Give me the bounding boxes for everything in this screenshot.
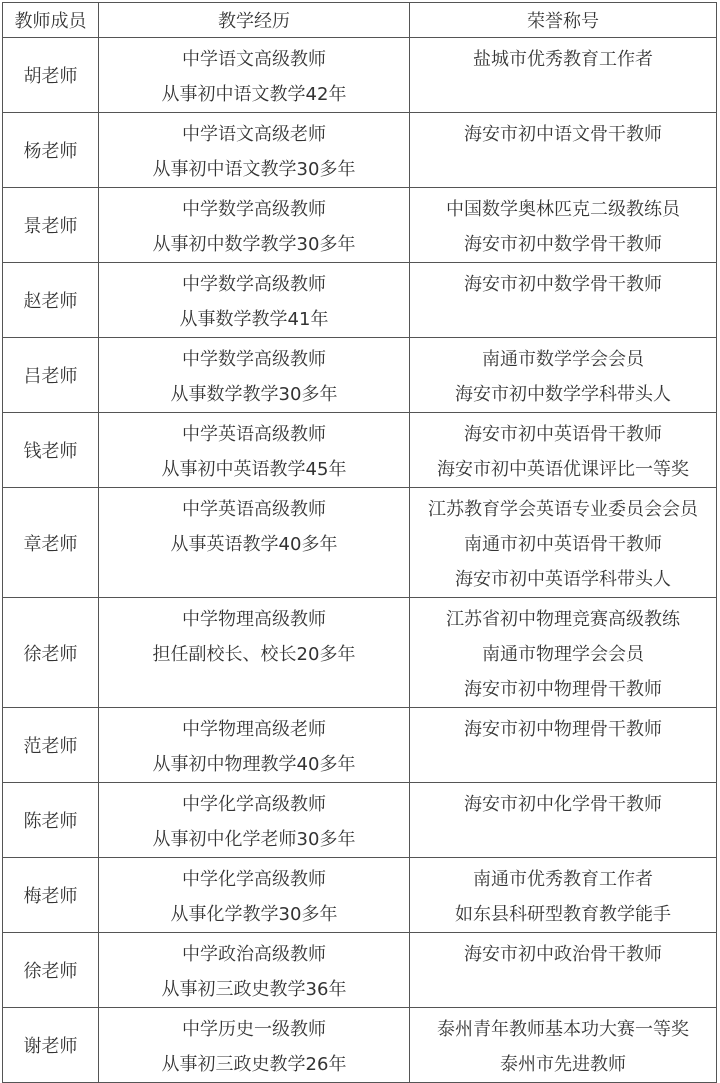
teacher-name: 景老师 bbox=[3, 188, 99, 263]
experience-cell bbox=[99, 933, 410, 1008]
header-row bbox=[3, 3, 717, 38]
table-row bbox=[3, 858, 717, 933]
honor-line: 海安市初中英语学科带头人 bbox=[455, 569, 671, 590]
experience-line: 从事初中物理教学40多年 bbox=[152, 754, 356, 775]
experience-line: 中学化学高级教师 bbox=[182, 869, 326, 890]
experience-line: 中学英语高级教师 bbox=[182, 424, 326, 445]
header-member: 教师成员 bbox=[3, 3, 99, 38]
experience-cell bbox=[99, 598, 410, 708]
teacher-name: 吕老师 bbox=[3, 338, 99, 413]
teacher-name: 徐老师 bbox=[3, 933, 99, 1008]
experience-line: 从事英语教学40多年 bbox=[170, 534, 338, 555]
teacher-name: 杨老师 bbox=[3, 113, 99, 188]
honor-line: 海安市初中英语骨干教师 bbox=[464, 424, 662, 445]
experience-cell bbox=[99, 783, 410, 858]
honor-line: 海安市初中化学骨干教师 bbox=[464, 794, 662, 815]
table-row bbox=[3, 708, 717, 783]
experience-line: 中学数学高级教师 bbox=[182, 274, 326, 295]
experience-line: 中学物理高级老师 bbox=[182, 719, 326, 740]
experience-line: 从事初三政史教学26年 bbox=[161, 1054, 347, 1075]
honor-line: 泰州青年教师基本功大赛一等奖 bbox=[437, 1019, 689, 1040]
honors-cell bbox=[410, 38, 717, 113]
experience-line: 从事化学教学30多年 bbox=[170, 904, 338, 925]
header-experience: 教学经历 bbox=[99, 3, 410, 38]
table-row bbox=[3, 113, 717, 188]
experience-cell bbox=[99, 1008, 410, 1083]
experience-line: 中学历史一级教师 bbox=[182, 1019, 326, 1040]
experience-line: 从事初中数学教学30多年 bbox=[152, 234, 356, 255]
experience-cell bbox=[99, 38, 410, 113]
honor-line: 南通市物理学会会员 bbox=[482, 644, 644, 665]
experience-cell bbox=[99, 488, 410, 598]
experience-line: 从事初中语文教学30多年 bbox=[152, 159, 356, 180]
honor-line: 海安市初中物理骨干教师 bbox=[464, 679, 662, 700]
experience-cell bbox=[99, 113, 410, 188]
honor-line: 盐城市优秀教育工作者 bbox=[473, 49, 653, 70]
header-honors: 荣誉称号 bbox=[410, 3, 717, 38]
honors-cell bbox=[410, 188, 717, 263]
honor-line: 江苏教育学会英语专业委员会会员 bbox=[428, 499, 698, 520]
honor-line: 海安市初中物理骨干教师 bbox=[464, 719, 662, 740]
honors-cell bbox=[410, 338, 717, 413]
experience-cell bbox=[99, 188, 410, 263]
honor-line: 中国数学奥林匹克二级教练员 bbox=[446, 199, 680, 220]
experience-line: 中学化学高级教师 bbox=[182, 794, 326, 815]
honor-line: 海安市初中政治骨干教师 bbox=[464, 944, 662, 965]
teacher-table bbox=[2, 2, 717, 1083]
experience-line: 从事数学教学41年 bbox=[179, 309, 329, 330]
table-row bbox=[3, 263, 717, 338]
honor-line: 海安市初中数学骨干教师 bbox=[464, 234, 662, 255]
experience-line: 中学语文高级老师 bbox=[182, 124, 326, 145]
honors-cell bbox=[410, 598, 717, 708]
honors-cell bbox=[410, 263, 717, 338]
honors-cell bbox=[410, 858, 717, 933]
table-row bbox=[3, 338, 717, 413]
table-row bbox=[3, 488, 717, 598]
experience-cell bbox=[99, 263, 410, 338]
honor-line: 海安市初中数学学科带头人 bbox=[455, 384, 671, 405]
teacher-name: 赵老师 bbox=[3, 263, 99, 338]
teacher-name: 钱老师 bbox=[3, 413, 99, 488]
experience-line: 中学政治高级教师 bbox=[182, 944, 326, 965]
experience-line: 从事数学教学30多年 bbox=[170, 384, 338, 405]
honor-line: 南通市数学学会会员 bbox=[482, 349, 644, 370]
honors-cell bbox=[410, 783, 717, 858]
teacher-name: 徐老师 bbox=[3, 598, 99, 708]
experience-line: 担任副校长、校长20多年 bbox=[152, 644, 356, 665]
experience-cell bbox=[99, 338, 410, 413]
teacher-name: 梅老师 bbox=[3, 858, 99, 933]
table-row bbox=[3, 38, 717, 113]
teacher-name: 胡老师 bbox=[3, 38, 99, 113]
experience-line: 中学物理高级教师 bbox=[182, 609, 326, 630]
table-row bbox=[3, 188, 717, 263]
experience-line: 从事初中化学老师30多年 bbox=[152, 829, 356, 850]
experience-line: 中学数学高级教师 bbox=[182, 349, 326, 370]
honors-cell bbox=[410, 933, 717, 1008]
teacher-name: 范老师 bbox=[3, 708, 99, 783]
table-row bbox=[3, 933, 717, 1008]
honors-cell bbox=[410, 413, 717, 488]
honor-line: 如东县科研型教育教学能手 bbox=[455, 904, 671, 925]
experience-line: 从事初三政史教学36年 bbox=[161, 979, 347, 1000]
honor-line: 南通市初中英语骨干教师 bbox=[464, 534, 662, 555]
honor-line: 海安市初中数学骨干教师 bbox=[464, 274, 662, 295]
experience-line: 从事初中英语教学45年 bbox=[161, 459, 347, 480]
honors-cell bbox=[410, 1008, 717, 1083]
honor-line: 海安市初中语文骨干教师 bbox=[464, 124, 662, 145]
honor-line: 南通市优秀教育工作者 bbox=[473, 869, 653, 890]
honors-cell bbox=[410, 488, 717, 598]
experience-line: 从事初中语文教学42年 bbox=[161, 84, 347, 105]
experience-cell bbox=[99, 413, 410, 488]
table-row bbox=[3, 1008, 717, 1083]
table-row bbox=[3, 413, 717, 488]
experience-line: 中学英语高级教师 bbox=[182, 499, 326, 520]
table-row bbox=[3, 598, 717, 708]
honors-cell bbox=[410, 113, 717, 188]
teacher-name: 章老师 bbox=[3, 488, 99, 598]
experience-line: 中学语文高级教师 bbox=[182, 49, 326, 70]
experience-line: 中学数学高级教师 bbox=[182, 199, 326, 220]
experience-cell bbox=[99, 708, 410, 783]
teacher-name: 谢老师 bbox=[3, 1008, 99, 1083]
honor-line: 海安市初中英语优课评比一等奖 bbox=[437, 459, 689, 480]
teacher-name: 陈老师 bbox=[3, 783, 99, 858]
honor-line: 江苏省初中物理竞赛高级教练 bbox=[446, 609, 680, 630]
honors-cell bbox=[410, 708, 717, 783]
honor-line: 泰州市先进教师 bbox=[500, 1054, 626, 1075]
experience-cell bbox=[99, 858, 410, 933]
table-row bbox=[3, 783, 717, 858]
table-body bbox=[3, 38, 717, 1083]
